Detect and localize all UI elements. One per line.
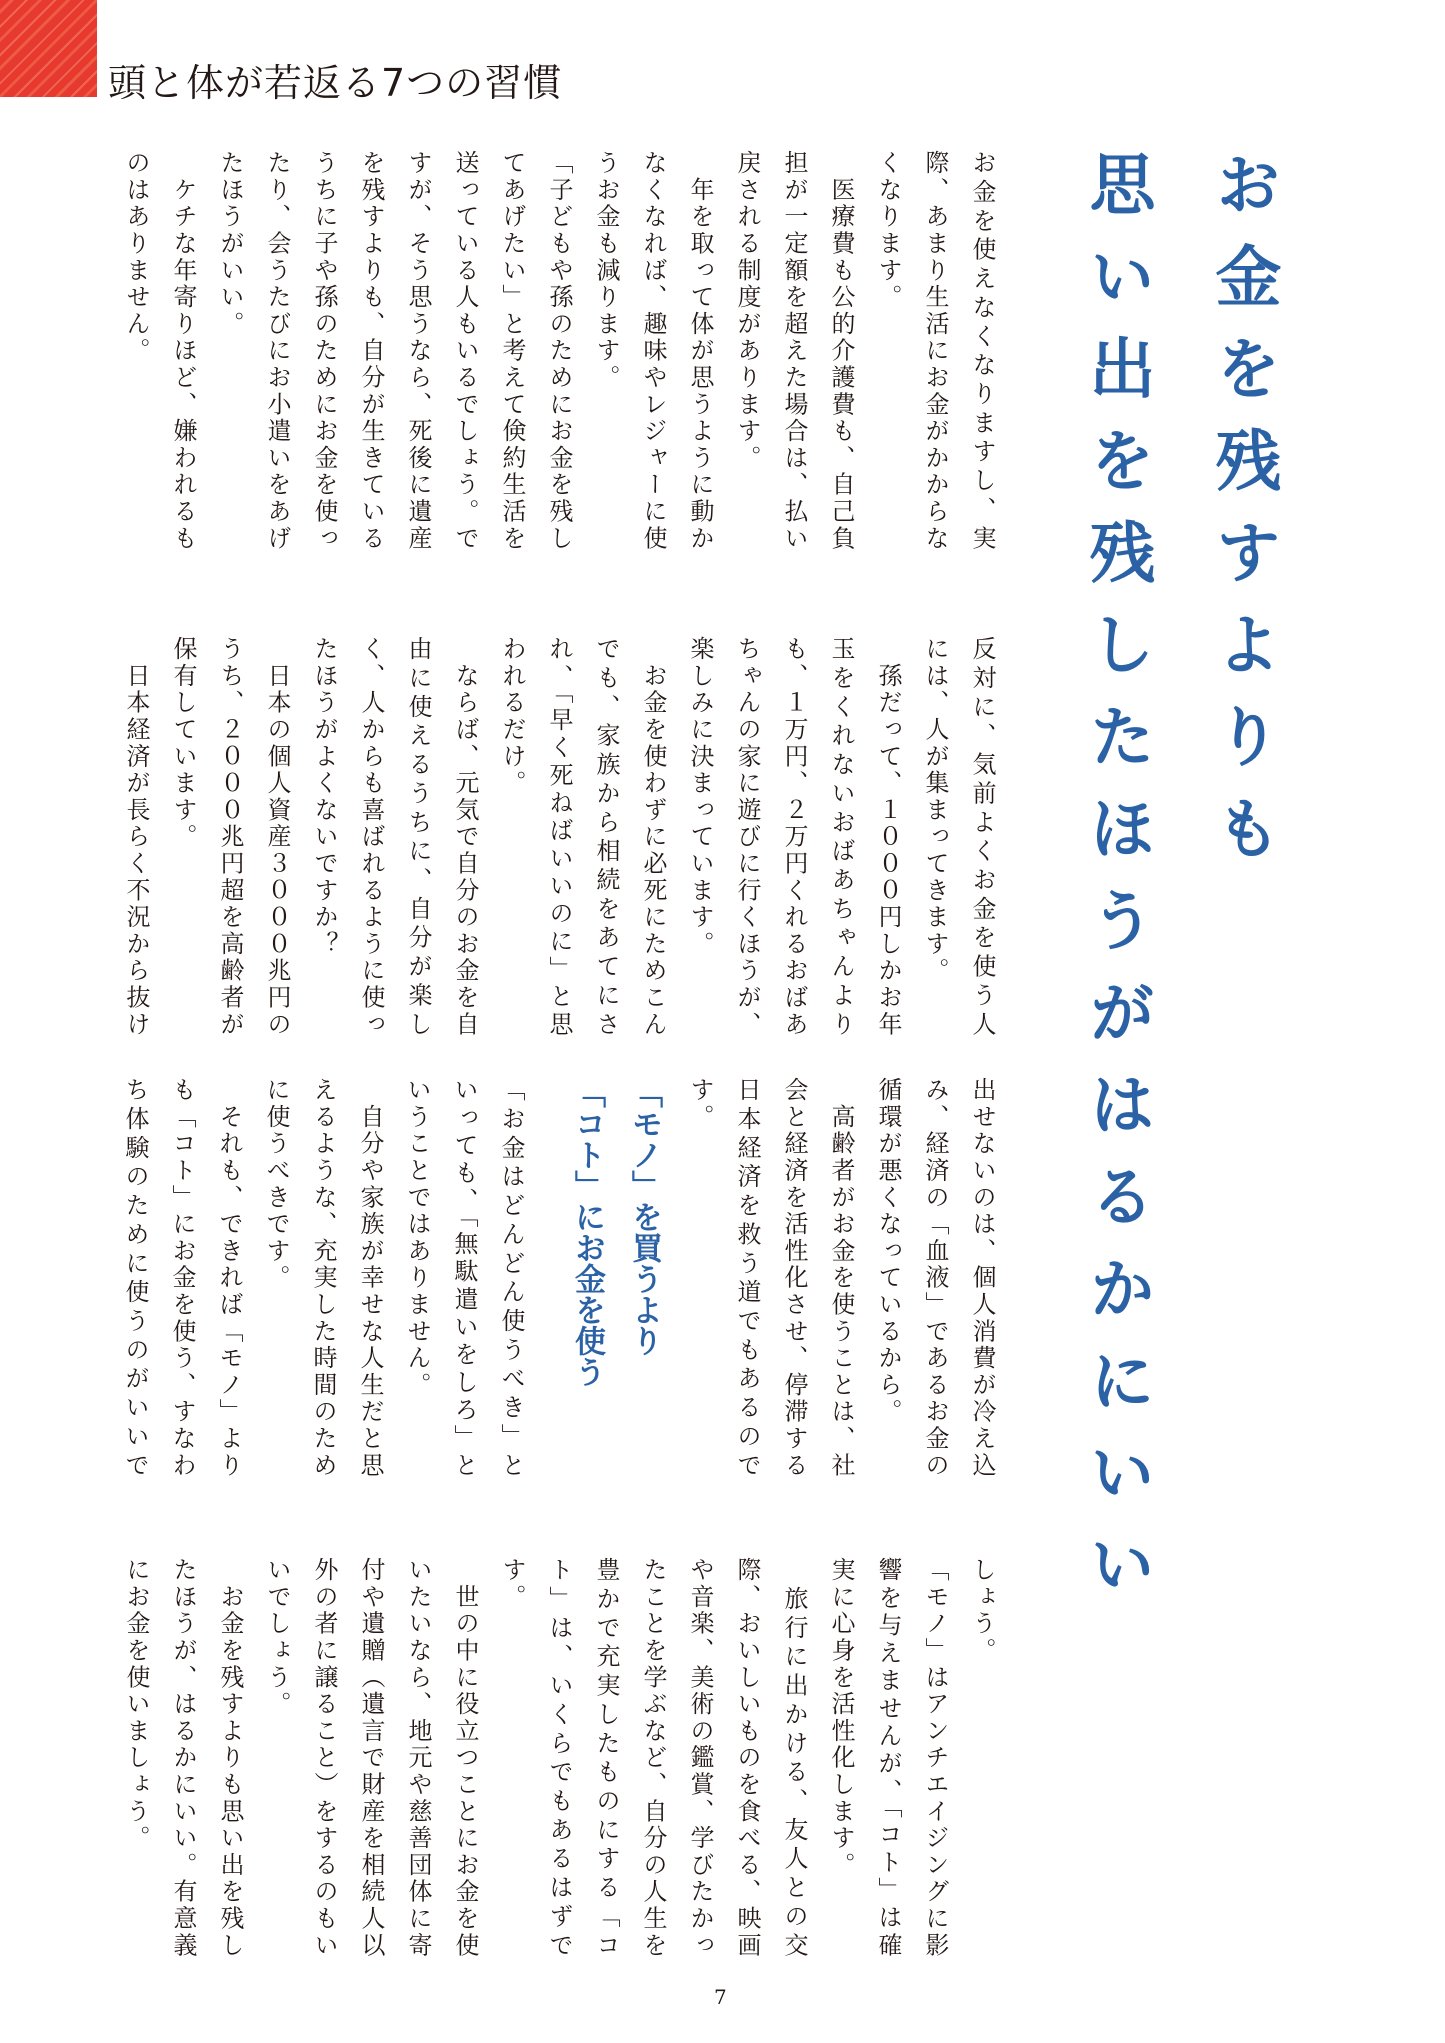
article-title-line: 思い出を残したほうがはるかにいい <box>1078 150 1155 1622</box>
section-subheading <box>558 1077 672 1497</box>
text-column: ちゃんの家に遊びに行くほうが、 <box>733 636 761 1038</box>
text-column: く、人からも喜ばれるように使っ <box>357 636 385 1038</box>
text-column: たほうがよくないですか？ <box>310 636 338 958</box>
text-column: す。 <box>498 1557 526 1611</box>
text-column: いうことではありません。 <box>403 1077 431 1399</box>
text-column: うち、２０００兆円超を高齢者が <box>216 636 244 1038</box>
text-column: 「子どもや孫のためにお金を残し <box>545 150 573 552</box>
text-column: ケチな年寄りほど、嫌われるも <box>169 150 197 552</box>
text-column: を残すよりも、自分が生きている <box>357 150 385 552</box>
subheading-line: 「コト」にお金を使う <box>569 1077 605 1387</box>
article-title <box>1053 150 1305 1650</box>
text-column: いたいなら、地元や慈善団体に寄 <box>404 1557 432 1959</box>
text-column: にお金を使いましょう。 <box>122 1557 150 1852</box>
text-column: ち体験のために使うのがいいで <box>121 1077 149 1479</box>
body-text-tier-4 <box>112 1557 1005 1961</box>
text-column: 日本経済が長らく不況から抜け <box>122 636 150 1038</box>
text-column: お金を使わずに必死にためこん <box>639 636 667 1038</box>
page-number: 7 <box>714 1985 727 2009</box>
text-column: 「モノ」はアンチエイジングに影 <box>921 1557 949 1959</box>
text-column: 反対に、気前よくお金を使う人 <box>968 636 996 1038</box>
text-column: 保有しています。 <box>169 636 197 851</box>
text-column: 「お金はどんどん使うべき」と <box>497 1077 525 1479</box>
body-text-tier-3-right <box>676 1077 1005 1481</box>
text-column: に使うべきです。 <box>262 1077 290 1292</box>
text-column: 旅行に出かける、友人との交 <box>780 1557 808 1959</box>
text-column: み、経済の「血液」であるお金の <box>921 1077 949 1479</box>
text-column: うお金も減ります。 <box>592 150 620 392</box>
text-column: ならば、元気で自分のお金を自 <box>451 636 479 1038</box>
text-column: てあげたい」と考えて倹約生活を <box>498 150 526 552</box>
text-column: 循環が悪くなっているから。 <box>874 1077 902 1426</box>
text-column: 送っている人もいるでしょう。で <box>451 150 479 552</box>
text-column: 医療費も公的介護費も、自己負 <box>827 150 855 552</box>
text-column: 高齢者がお金を使うことは、社 <box>827 1077 855 1479</box>
running-header-title: 頭と体が若返る7つの習慣 <box>108 61 563 105</box>
text-column: お金を残すよりも思い出を残し <box>216 1557 244 1959</box>
text-column: 響を与えませんが、「コト」は確 <box>874 1557 902 1959</box>
text-column: なくなれば、趣味やレジャーに使 <box>639 150 667 552</box>
text-column: 日本の個人資産３０００兆円の <box>263 636 291 1038</box>
text-column: には、人が集まってきます。 <box>921 636 949 985</box>
text-column: しょう。 <box>968 1557 996 1665</box>
text-column: ト」は、いくらでもあるはずで <box>545 1557 573 1959</box>
text-column: 外の者に譲ること）をするのもい <box>310 1557 338 1959</box>
article-title-line: お金を残すよりも <box>1204 150 1281 886</box>
text-column: たほうが、はるかにいい。有意義 <box>169 1557 197 1959</box>
text-column: 際、おいしいものを食べる、映画 <box>733 1557 761 1959</box>
text-column: 出せないのは、個人消費が冷え込 <box>968 1077 996 1479</box>
text-column: すが、そう思うなら、死後に遺産 <box>404 150 432 552</box>
section-color-tab <box>0 0 97 97</box>
text-column: 会と経済を活性化させ、停滞する <box>780 1077 808 1479</box>
text-column: たり、会うたびにお小遣いをあげ <box>263 150 291 552</box>
text-column: 由に使えるうちに、自分が楽し <box>404 636 432 1038</box>
text-column: も「コト」にお金を使う、すなわ <box>168 1077 196 1479</box>
text-column: 世の中に役立つことにお金を使 <box>451 1557 479 1959</box>
text-column: えるような、充実した時間のため <box>309 1077 337 1479</box>
text-column: 孫だって、１０００円しかお年 <box>874 636 902 1038</box>
text-column: れ、「早く死ねばいいのに」と思 <box>545 636 573 1038</box>
text-column: たことを学ぶなど、自分の人生を <box>639 1557 667 1959</box>
text-column: も、１万円、２万円くれるおばあ <box>780 636 808 1038</box>
body-text-tier-3-left <box>111 1077 534 1481</box>
text-column: や音楽、美術の鑑賞、学びたかっ <box>686 1557 714 1959</box>
text-column: 玉をくれないおばあちゃんより <box>827 636 855 1038</box>
text-column: でも、家族から相続をあてにさ <box>592 636 620 1038</box>
text-column: 自分や家族が幸せな人生だと思 <box>356 1077 384 1479</box>
subheading-line: 「モノ」を買うより <box>626 1077 662 1356</box>
text-column: 日本経済を救う道でもあるので <box>733 1077 761 1479</box>
text-column: 楽しみに決まっています。 <box>686 636 714 958</box>
text-column: 戻される制度があります。 <box>733 150 761 472</box>
body-text-tier-2 <box>112 636 1005 1040</box>
text-column: それも、できれば「モノ」より <box>215 1077 243 1479</box>
text-column: 豊かで充実したものにする「コ <box>592 1557 620 1959</box>
text-column: す。 <box>686 1077 714 1131</box>
text-column: いでしょう。 <box>263 1557 291 1718</box>
text-column: いっても、「無駄遣いをしろ」と <box>450 1077 478 1479</box>
text-column: 際、あまり生活にお金がかからな <box>921 150 949 552</box>
text-column: うちに子や孫のためにお金を使っ <box>310 150 338 552</box>
text-column: のはありません。 <box>122 150 150 365</box>
text-column: 実に心身を活性化します。 <box>827 1557 855 1879</box>
text-column: われるだけ。 <box>498 636 526 797</box>
text-column: 担が一定額を超えた場合は、払い <box>780 150 808 552</box>
text-column: 年を取って体が思うように動か <box>686 150 714 552</box>
text-column: 付や遺贈（遺言で財産を相続人以 <box>357 1557 385 1959</box>
text-column: たほうがいい。 <box>216 150 244 338</box>
text-column: お金を使えなくなりますし、実 <box>968 150 996 552</box>
body-text-tier-1 <box>112 150 1005 554</box>
text-column: くなります。 <box>874 150 902 311</box>
